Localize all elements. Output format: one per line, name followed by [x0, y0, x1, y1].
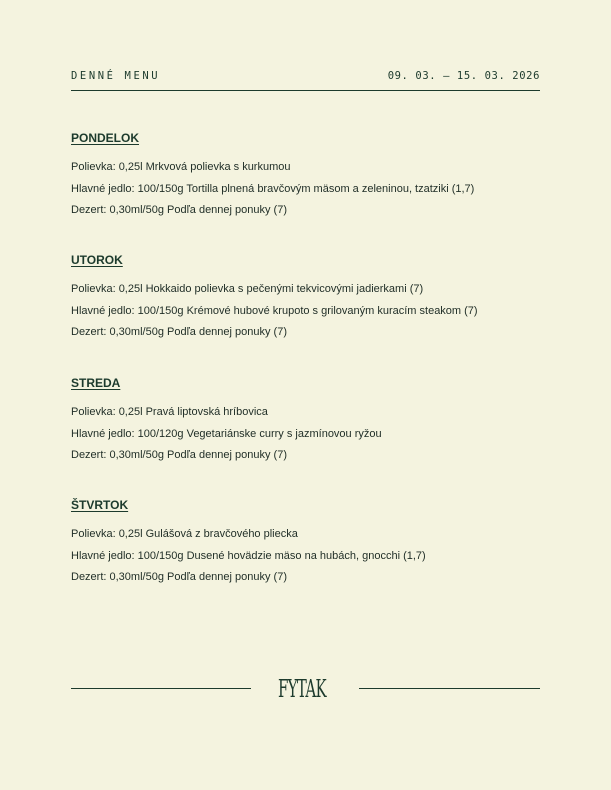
menu-header — [71, 70, 540, 91]
main-course-item: Hlavné jedlo: 100/150g Tortilla plnená bravčovým mäsom a zeleninou, tzatziki (1,7) — [71, 182, 475, 195]
soup-item: Polievka: 0,25l Hokkaido polievka s pečenými tekvicovými jadierkami (7) — [71, 283, 424, 295]
dessert-item: Dezert: 0,30ml/50g Podľa dennej ponuky (7) — [71, 326, 288, 338]
main-course-item: Hlavné jedlo: 100/150g Krémové hubové krupoto s grilovaným kuracím steakom (7) — [71, 304, 478, 317]
soup-item: Polievka: 0,25l Pravá liptovská hríbovica — [71, 406, 268, 418]
date-range: 09. 03. – 15. 03. 2026 — [387, 70, 540, 82]
main-course-item: Hlavné jedlo: 100/120g Vegetariánske curry s jazmínovou ryžou — [71, 427, 382, 440]
brand-logo: FYTAK — [278, 675, 327, 703]
footer-divider-right — [359, 688, 540, 689]
soup-item: Polievka: 0,25l Mrkvová polievka s kurkumou — [71, 161, 291, 173]
day-section-monday — [71, 131, 551, 222]
footer-divider-left — [71, 688, 251, 689]
soup-item: Polievka: 0,25l Gulášová z bravčového pliecka — [71, 528, 298, 540]
day-section-tuesday — [71, 253, 551, 344]
dessert-item: Dezert: 0,30ml/50g Podľa dennej ponuky (7) — [71, 571, 288, 583]
main-course-item: Hlavné jedlo: 100/150g Dusené hovädzie mäso na hubách, gnocchi (1,7) — [71, 549, 426, 562]
dessert-item: Dezert: 0,30ml/50g Podľa dennej ponuky (7) — [71, 204, 288, 216]
dessert-item: Dezert: 0,30ml/50g Podľa dennej ponuky (7) — [71, 449, 288, 461]
day-section-wednesday — [71, 376, 551, 467]
day-heading: UTOROK — [71, 253, 123, 267]
day-heading: PONDELOK — [71, 131, 140, 145]
day-section-thursday — [71, 498, 551, 589]
menu-title: DENNÉ MENU — [71, 70, 161, 82]
day-heading: ŠTVRTOK — [71, 498, 129, 512]
day-heading: STREDA — [71, 376, 121, 390]
